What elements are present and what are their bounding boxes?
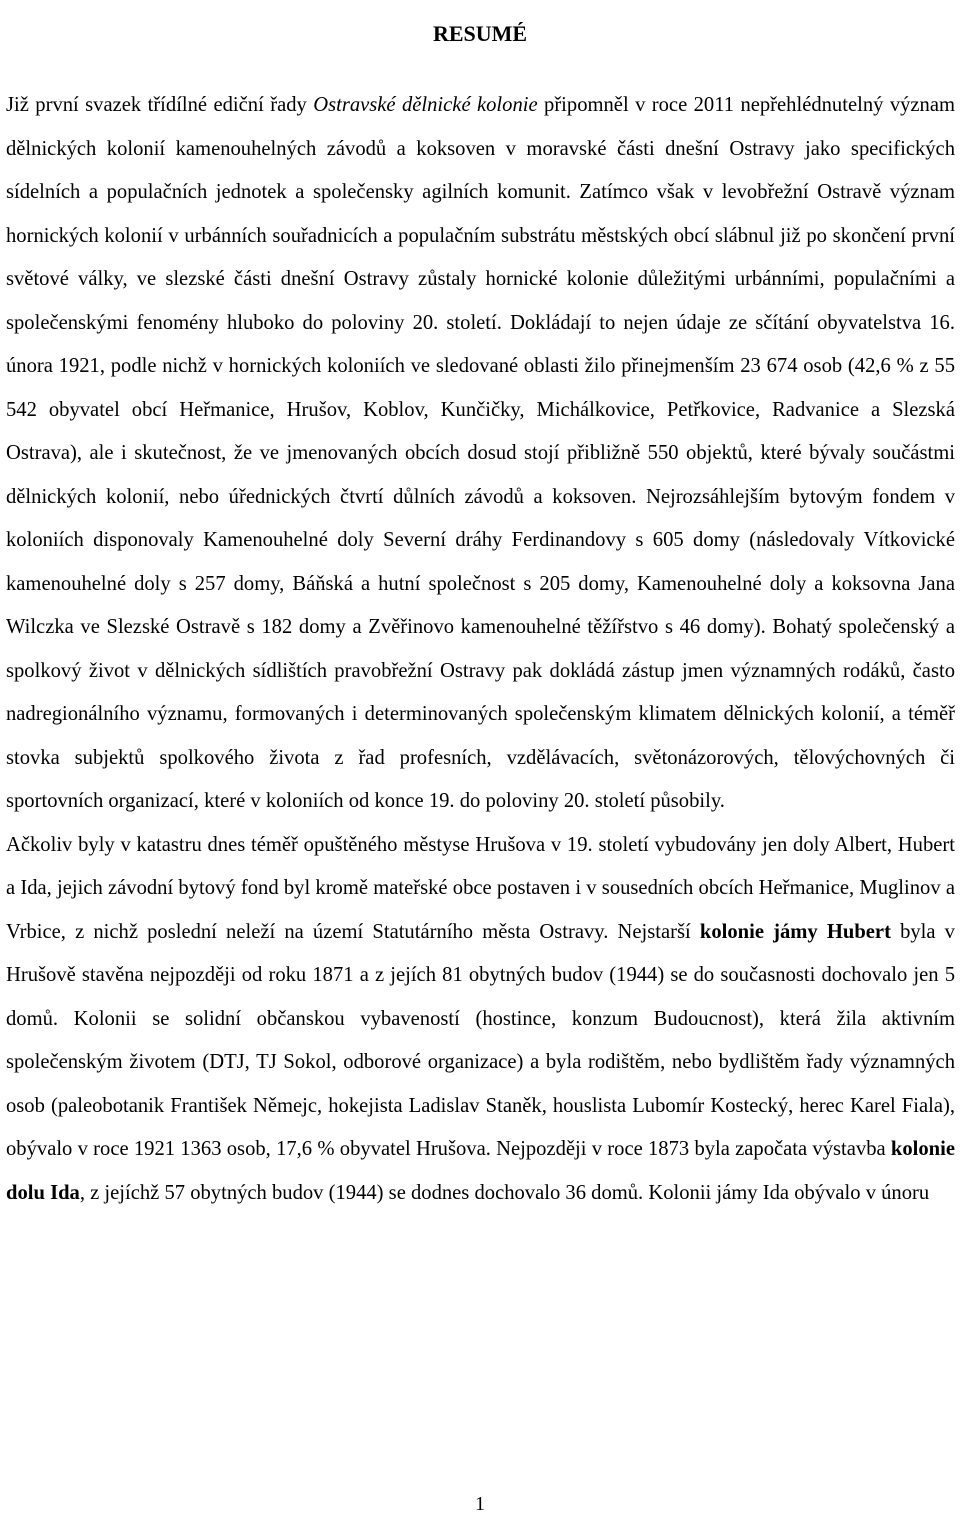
paragraph-2 bbox=[6, 824, 955, 1216]
edition-series-title: Ostravské dělnické kolonie bbox=[313, 94, 538, 116]
text-run: připomněl v roce 2011 nepřehlédnutelný význam dělnických kolonií kamenouhelných závodů a koksoven v moravské části dnešní Ostravy jako specifických sídelních a populačních jednotek a společensky agilních komunit. Zatímco však v levobřežní Ostravě význam hornických kolonií v urbánních souřadnicích a populačním substrátu městských obcí slábnul již po skončení první světové války, ve slezské části dnešní Ostravy zůstaly hornické kolonie důležitými urbánními, populačními a společenskými fenomény hluboko do poloviny 20. století. Dokládají to nejen údaje ze sčítání obyvatelstva 16. února 1921, podle nichž v hornických koloniích ve sledované oblasti žilo přinejmenším 23 674 osob (42,6 % z 55 542 obyvatel obcí Heřmanice, Hrušov, Koblov, Kunčičky, Michálkovice, Petřkovice, Radvanice a Slezská Ostrava), ale i skutečnost, že ve jmenovaných obcích dosud stojí přibližně 550 objektů, které bývaly součástmi dělnických kolonií, nebo úřednických čtvrtí důlních závodů a koksoven. Nejrozsáhlejším bytovým fondem v koloniích disponovaly Kamenouhelné doly Severní dráhy Ferdinandovy s 605 domy (následovaly Vítkovické kamenouhelné doly s 257 domy, Báňská a hutní společnost s 205 domy, Kamenouhelné doly a koksovna Jana Wilczka ve Slezské Ostravě s 182 domy a Zvěřinovo kamenouhelné těžířstvo s 46 domy). Bohatý společenský a spolkový život v dělnických sídlištích pravobřežní Ostravy pak dokládá zástup jmen významných rodáků, často nadregionálního významu, formovaných i determinovaných společenským klimatem dělnických kolonií, a téměř stovka subjektů spolkového života z řad profesních, vzdělávacích, světonázorových, tělovýchovných či sportovních organizací, které v koloniích od konce 19. do poloviny 20. století působily. bbox=[6, 94, 956, 812]
bold-term-hubert: kolonie jámy Hubert bbox=[699, 920, 891, 943]
page-number: 1 bbox=[475, 1493, 485, 1515]
text-run: , z jejíchž 57 obytných budov (1944) se dodnes dochovalo 36 domů. Kolonii jámy Ida obývalo v únoru bbox=[79, 1181, 930, 1204]
text-run: byla v Hrušově stavěna nejpozději od roku 1871 a z jejích 81 obytných budov (1944) se do současnosti dochovalo jen 5 domů. Kolonii se solidní občanskou vybaveností (hostince, konzum Budoucnost), která žila aktivním společenským životem (DTJ, TJ Sokol, odborové organizace) a byla rodištěm, nebo bydlištěm řady významných osob (paleobotanik František Němejc, hokejista Ladislav Staněk, houslista Lubomír Kostecký, herec Karel Fiala), obývalo v roce 1921 1363 osob, 17,6 % obyvatel Hrušova. Nejpozději v roce 1873 byla započata výstavba bbox=[6, 920, 955, 1160]
page-title: RESUMÉ bbox=[432, 20, 528, 46]
text-run: Ačkoliv byly v katastru dnes téměř opuštěného městyse Hrušova v 19. století vybudovány jen doly Albert, Hubert a Ida, jejich závodní bytový fond byl kromě mateřské obce postaven i v sousedních obcích Heřmanice, Muglinov a Vrbice, z nichž poslední neleží na území Statutárního města Ostravy. Nejstarší bbox=[6, 833, 955, 943]
resume-body bbox=[6, 84, 955, 1215]
text-run: Již první svazek třídílné ediční řady bbox=[6, 94, 314, 116]
paragraph-1 bbox=[6, 84, 955, 824]
bold-term-ida: kolonie dolu Ida bbox=[6, 1138, 955, 1204]
